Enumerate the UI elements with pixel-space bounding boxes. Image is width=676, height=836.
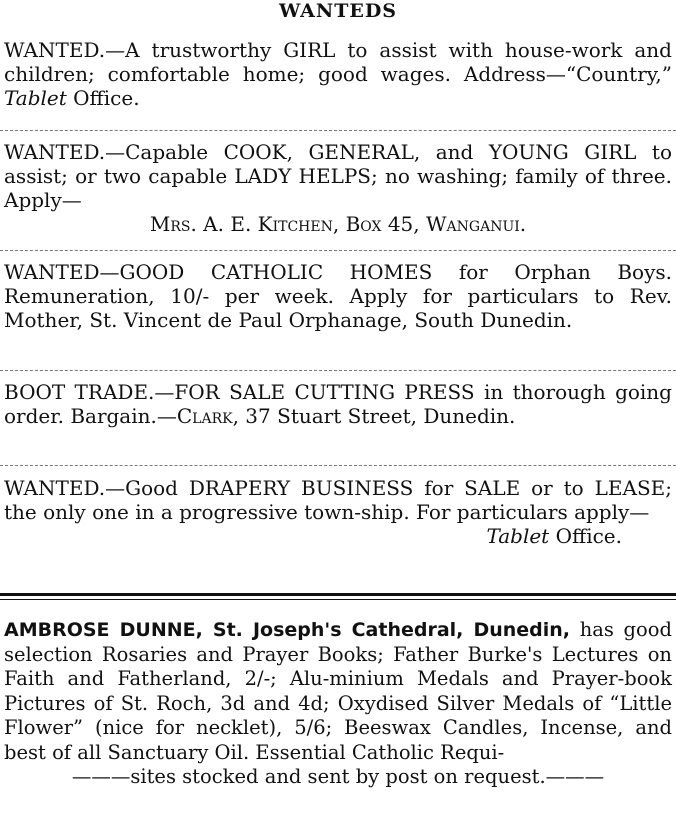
ad-body: has good selection Rosaries and Prayer Books; Father Burke's Lectures on Faith and Fatherland, 2/-; Alu-minium Medals and Prayer-book Pictures of St. Roch, 3d and 4d; Oxydised Silver Medals of “Little Flower” (nice for necklet), 5/6; Beeswax Candles, Incense, and best of all Sanctuary Oil. Essential Catholic Requi-	[4, 618, 673, 764]
ad-closing-line: ———sites stocked and sent by post on request.———	[71, 765, 605, 788]
ad-ambrose-dunne	[4, 618, 672, 790]
divider	[0, 130, 676, 131]
ad-wanted-girl	[4, 38, 672, 110]
ad-text: BOOT TRADE.—FOR SALE CUTTING PRESS in thorough going order. Bargain.—Clark, 37 Stuart Street, Dunedin.	[4, 380, 672, 428]
section-heading: WANTEDS	[278, 0, 398, 22]
ad-signature: Mrs. A. E. Kitchen, Box 45, Wanganui.	[149, 212, 527, 236]
ad-wanted-cook	[4, 140, 672, 236]
ad-text: WANTED.—Good DRAPERY BUSINESS for SALE or to LEASE; the only one in a progressive town-ship. For particulars apply—	[4, 476, 672, 524]
ad-drapery-business	[4, 476, 672, 548]
ad-advertiser-name: Clark	[176, 404, 233, 428]
ad-text: WANTED.—Capable COOK, GENERAL, and YOUNG GIRL to assist; or two capable LADY HELPS; no washing; family of three. Apply—	[4, 140, 672, 212]
ad-signature: Tablet Office.	[486, 524, 622, 548]
ad-boot-trade	[4, 380, 672, 428]
divider	[0, 250, 676, 251]
ad-signature-italic: Tablet	[4, 86, 67, 110]
ad-wanted-homes	[4, 260, 672, 332]
heavy-divider	[0, 593, 676, 596]
divider	[0, 370, 676, 371]
divider	[0, 465, 676, 466]
ad-text: WANTED.—A trustworthy GIRL to assist with house-work and children; comfortable home; good wages. Address—“Country,” Tablet Office.	[4, 38, 672, 110]
advertiser-name: AMBROSE DUNNE, St. Joseph's Cathedral, Dunedin,	[4, 619, 571, 641]
thin-divider	[0, 599, 676, 600]
ad-text: WANTED—GOOD CATHOLIC HOMES for Orphan Boys. Remuneration, 10/- per week. Apply for particulars to Rev. Mother, St. Vincent de Paul Orphanage, South Dunedin.	[4, 260, 672, 332]
